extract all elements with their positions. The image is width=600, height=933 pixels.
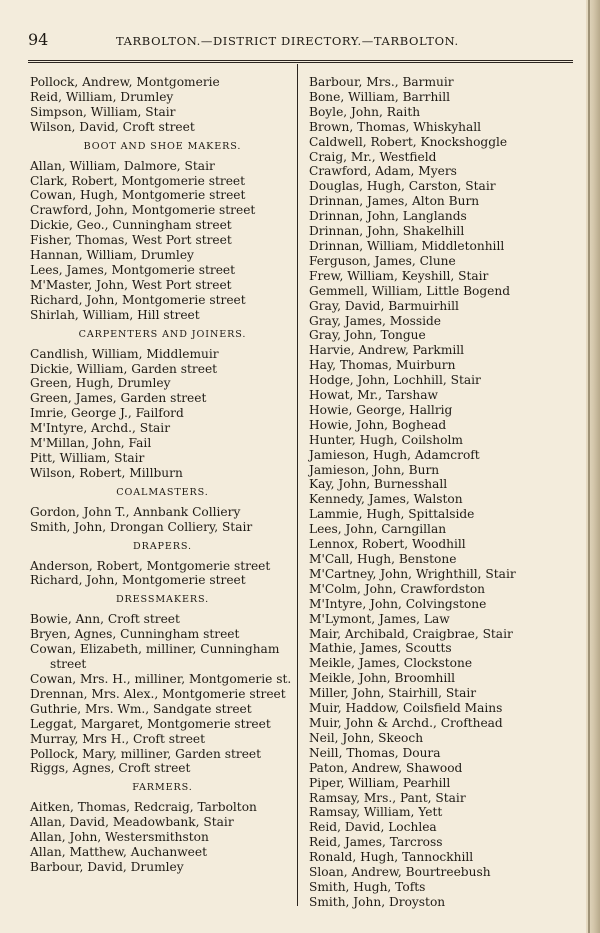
directory-entry: Anderson, Robert, Montgomerie street <box>30 558 271 573</box>
directory-entry: Reid, James, Tarcross <box>309 835 443 850</box>
directory-entry: Reid, David, Lochlea <box>309 820 437 835</box>
directory-entry: Fisher, Thomas, West Port street <box>30 233 232 248</box>
section-boot-and-shoe-makers <box>30 135 295 323</box>
directory-entry: Gordon, John T., Annbank Colliery <box>30 504 241 519</box>
directory-entry: Jamieson, Hugh, Adamcroft <box>309 447 480 462</box>
section-heading: DRESSMAKERS. <box>115 594 210 606</box>
directory-entry: Pitt, William, Stair <box>30 450 145 465</box>
directory-entry: Cowan, Hugh, Montgomerie street <box>30 188 246 203</box>
directory-entry: Douglas, Hugh, Carston, Stair <box>309 179 496 194</box>
section-heading: COALMASTERS. <box>116 486 209 498</box>
directory-entry: Bowie, Ann, Croft street <box>30 612 180 627</box>
directory-entry: Drinnan, John, Langlands <box>309 209 467 224</box>
section-heading: BOOT AND SHOE MAKERS. <box>83 140 242 152</box>
directory-entry: Guthrie, Mrs. Wm., Sandgate street <box>30 701 252 716</box>
page-edge-line <box>588 0 590 933</box>
directory-entry: Bone, William, Barrhill <box>309 89 450 104</box>
directory-entry: Barbour, Mrs., Barmuir <box>309 75 454 89</box>
directory-entry: Drennan, Mrs. Alex., Montgomerie street <box>30 686 286 701</box>
directory-entry: Crawford, Adam, Myers <box>309 164 457 179</box>
section-heading: CARPENTERS AND JOINERS. <box>78 328 247 340</box>
directory-entry: M'Intyre, John, Colvingstone <box>309 596 487 611</box>
directory-entry: Smith, John, Droyston <box>309 894 446 909</box>
directory-entry: Aitken, Thomas, Redcraig, Tarbolton <box>30 800 257 815</box>
directory-entry: Craig, Mr., Westfield <box>309 149 437 164</box>
header-rule <box>28 60 573 63</box>
directory-entry: Allan, John, Westersmithston <box>30 830 209 845</box>
section-heading: FARMERS. <box>132 782 193 794</box>
directory-entry: Hodge, John, Lochhill, Stair <box>309 373 481 388</box>
directory-entry: Drinnan, John, Shakelhill <box>309 224 465 239</box>
directory-entry: Caldwell, Robert, Knockshoggle <box>309 134 508 149</box>
directory-entry: Dickie, Geo., Cunningham street <box>30 218 232 233</box>
directory-entry: Hay, Thomas, Muirburn <box>309 358 456 373</box>
directory-entry: Gray, David, Barmuirhill <box>309 298 459 313</box>
directory-entry: Gemmell, William, Little Bogend <box>309 283 511 298</box>
directory-entry: M'Millan, John, Fail <box>30 436 152 451</box>
directory-entry: Allan, Matthew, Auchanweet <box>30 845 207 860</box>
directory-entry: M'Intyre, Archd., Stair <box>30 421 171 436</box>
directory-entry: Simpson, William, Stair <box>30 104 176 119</box>
directory-entry: Brown, Thomas, Whiskyhall <box>309 119 481 134</box>
directory-entry: Gray, James, Mosside <box>309 313 442 328</box>
directory-entry: Reid, William, Drumley <box>30 89 174 104</box>
directory-entry: Meikle, James, Clockstone <box>309 656 473 671</box>
directory-entry: Miller, John, Stairhill, Stair <box>309 686 477 701</box>
directory-entry: Piper, William, Pearhill <box>309 775 451 790</box>
directory-entry: Gray, John, Tongue <box>309 328 426 343</box>
directory-entry: Cowan, Elizabeth, milliner, Cunningham street <box>30 642 280 672</box>
directory-entry: Smith, John, Drongan Colliery, Stair <box>30 519 253 534</box>
directory-entry: Ronald, Hugh, Tannockhill <box>309 850 474 865</box>
directory-entry: Richard, John, Montgomerie street <box>30 573 246 588</box>
directory-entry: Lees, John, Carngillan <box>309 522 447 537</box>
running-title: TARBOLTON.—DISTRICT DIRECTORY.—TARBOLTON. <box>116 34 459 48</box>
directory-entry: Green, Hugh, Drumley <box>30 376 171 391</box>
section-farmers <box>30 776 295 875</box>
directory-entry: Leggat, Margaret, Montgomerie street <box>30 716 271 731</box>
directory-entry: Kay, John, Burnesshall <box>309 477 448 492</box>
directory-entry: Drinnan, William, Middletonhill <box>309 238 505 253</box>
directory-entry: Drinnan, James, Alton Burn <box>309 194 480 209</box>
section-heading: DRAPERS. <box>132 540 192 552</box>
directory-entry: Cowan, Mrs. H., milliner, Montgomerie st. <box>30 672 292 686</box>
directory-entry: Imrie, George J., Failford <box>30 406 184 421</box>
directory-entry: M'Cartney, John, Wrighthill, Stair <box>309 566 516 581</box>
directory-entry: Jamieson, John, Burn <box>309 462 440 477</box>
right-column <box>309 75 571 910</box>
directory-entry: Paton, Andrew, Shawood <box>309 760 463 775</box>
directory-entry: Ramsay, William, Yett <box>309 805 443 820</box>
directory-entry: Mathie, James, Scoutts <box>309 641 452 656</box>
directory-entry: Kennedy, James, Walston <box>309 492 463 507</box>
directory-entry: Hannan, William, Drumley <box>30 248 194 263</box>
directory-entry: Howat, Mr., Tarshaw <box>309 388 438 403</box>
directory-entry: Dickie, William, Garden street <box>30 361 218 376</box>
directory-entry: Lennox, Robert, Woodhill <box>309 537 466 552</box>
directory-entry: Crawford, John, Montgomerie street <box>30 203 256 218</box>
directory-entry: Ferguson, James, Clune <box>309 253 456 268</box>
directory-entry: Harvie, Andrew, Parkmill <box>309 343 465 358</box>
directory-entry: Candlish, William, Middlemuir <box>30 346 219 361</box>
directory-entry: Allan, William, Dalmore, Stair <box>30 158 215 173</box>
directory-entry: Lees, James, Montgomerie street <box>30 262 236 277</box>
directory-entry: Neill, Thomas, Doura <box>309 745 441 760</box>
directory-entry: Neil, John, Skeoch <box>309 730 424 745</box>
section-coalmasters <box>30 481 295 535</box>
section-drapers <box>30 535 295 589</box>
directory-entry: Howie, George, Hallrig <box>309 402 453 417</box>
directory-entry: Frew, William, Keyshill, Stair <box>309 268 489 283</box>
directory-entry: Howie, John, Boghead <box>309 417 447 432</box>
directory-entry: M'Colm, John, Crawfordston <box>309 581 486 596</box>
directory-entry: Sloan, Andrew, Bourtreebush <box>309 865 491 880</box>
directory-entry: Green, James, Garden street <box>30 391 207 406</box>
directory-entry: Allan, David, Meadowbank, Stair <box>30 815 234 830</box>
directory-entry: Boyle, John, Raith <box>309 104 421 119</box>
directory-entry: Wilson, Robert, Millburn <box>30 465 183 480</box>
directory-entry: Pollock, Mary, milliner, Garden street <box>30 746 262 761</box>
directory-entry: Shirlah, William, Hill street <box>30 307 200 322</box>
directory-entry: Meikle, John, Broomhill <box>309 671 456 686</box>
directory-entry: Barbour, David, Drumley <box>30 859 184 874</box>
directory-entry: Pollock, Andrew, Montgomerie <box>30 75 220 89</box>
directory-entry: Hunter, Hugh, Coilsholm <box>309 432 463 447</box>
directory-entry: Smith, Hugh, Tofts <box>309 879 426 894</box>
page-header <box>28 30 576 52</box>
directory-entry: Wilson, David, Croft street <box>30 119 195 134</box>
directory-entry: Riggs, Agnes, Croft street <box>30 761 191 776</box>
directory-entry: Bryen, Agnes, Cunningham street <box>30 627 240 642</box>
page-number: 94 <box>28 30 49 49</box>
directory-entry: Ramsay, Mrs., Pant, Stair <box>309 790 466 805</box>
directory-entry: Murray, Mrs H., Croft street <box>30 731 206 746</box>
directory-entry: Mair, Archibald, Craigbrae, Stair <box>309 626 513 641</box>
directory-entry: M'Master, John, West Port street <box>30 277 232 292</box>
left-column <box>30 75 295 875</box>
directory-entry: Muir, John & Archd., Crofthead <box>309 715 503 730</box>
directory-entry: M'Call, Hugh, Benstone <box>309 552 457 566</box>
section-dressmakers <box>30 588 295 776</box>
directory-entry: M'Lymont, James, Law <box>309 611 450 626</box>
intro-entries <box>30 75 295 135</box>
directory-entry: Lammie, Hugh, Spittalside <box>309 507 475 522</box>
column-divider <box>297 64 298 906</box>
directory-entry: Muir, Haddow, Coilsfield Mains <box>309 701 503 716</box>
section-carpenters-and-joiners <box>30 323 295 481</box>
directory-entry: Richard, John, Montgomerie street <box>30 292 246 307</box>
directory-entry: Clark, Robert, Montgomerie street <box>30 173 246 188</box>
